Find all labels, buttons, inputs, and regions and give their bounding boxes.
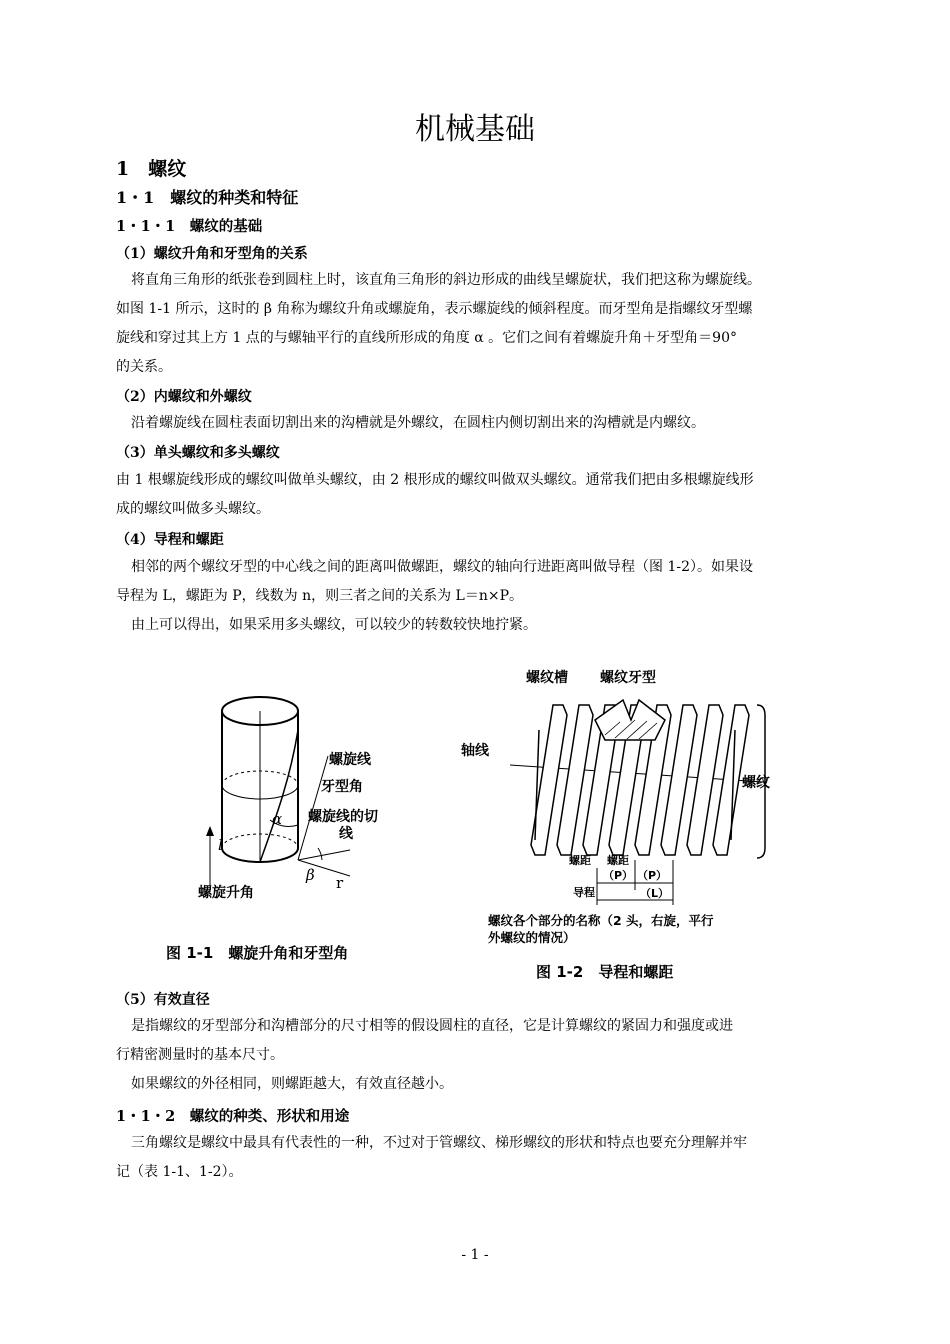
axis-label: 轴线 <box>461 743 489 759</box>
subheading-lead-angle: （1）螺纹升角和牙型角的关系 <box>116 246 308 262</box>
subheading-single-multi: （3）单头螺纹和多头螺纹 <box>116 445 280 461</box>
figure-1-1-caption: 图 1-1 螺旋升角和牙型角 <box>166 944 349 962</box>
helix-label: 螺旋线 <box>329 752 371 768</box>
paragraph-line: 行精密测量时的基本尺寸。 <box>116 1047 284 1063</box>
paragraph-line: 如图 1-1 所示，这时的 β 角称为螺纹升角或螺旋角，表示螺旋线的倾斜程度。而牙型角是指螺纹牙型螺 <box>116 301 753 317</box>
paragraph-line: 是指螺纹的牙型部分和沟槽部分的尺寸相等的假设圆柱的直径，它是计算螺纹的紧固力和强度或进 <box>131 1018 733 1034</box>
pitch-label-1: 螺距 <box>569 854 591 867</box>
section-heading-1: 1 螺纹 <box>116 158 187 180</box>
l-dimension-label: （L） <box>640 887 670 900</box>
paragraph-line: 三角螺纹是螺纹中最具有代表性的一种，不过对于管螺纹、梯形螺纹的形状和特点也要充分理解并牢 <box>131 1135 747 1151</box>
paragraph-line: 导程为 L，螺距为 P，线数为 n，则三者之间的关系为 L＝n×P。 <box>116 588 523 604</box>
paragraph-line: 相邻的两个螺纹牙型的中心线之间的距离叫做螺距，螺纹的轴向行进距离叫做导程（图 1-2）。如果设 <box>131 559 753 575</box>
subheading-internal-external: （2）内螺纹和外螺纹 <box>116 389 252 405</box>
paragraph-line: 由 1 根螺旋线形成的螺纹叫做单头螺纹，由 2 根形成的螺纹叫做双头螺纹。通常我们把由多根螺旋线形 <box>116 472 754 488</box>
r-label: r <box>336 874 344 892</box>
pitch-label-2: 螺距 <box>607 854 629 867</box>
figure-1-2-caption: 图 1-2 导程和螺距 <box>536 963 674 981</box>
section-heading-1-1-2: 1・1・2 螺纹的种类、形状和用途 <box>116 1108 350 1125</box>
subheading-effective-diameter: （5）有效直径 <box>116 992 210 1008</box>
l-label: l <box>218 836 223 854</box>
paragraph-line: 成的螺纹叫做多头螺纹。 <box>116 501 270 517</box>
page-title: 机械基础 <box>415 112 535 147</box>
tangent-label-a: 螺旋线的切 <box>308 809 378 825</box>
tangent-label-b: 线 <box>339 826 353 842</box>
paragraph-line: 沿着螺旋线在圆柱表面切割出来的沟槽就是外螺纹，在圆柱内侧切割出来的沟槽就是内螺纹。 <box>131 415 705 431</box>
thread-label: 螺纹 <box>742 775 770 791</box>
page-number: - 1 - <box>461 1247 489 1263</box>
figure-1-2-note-line: 螺纹各个部分的名称（2 头，右旋，平行 <box>488 913 714 928</box>
paragraph-line: 记（表 1-1、1-2）。 <box>116 1164 243 1180</box>
alpha-label: α <box>272 810 283 828</box>
section-heading-1-1-1: 1・1・1 螺纹的基础 <box>116 218 263 235</box>
subheading-lead-pitch: （4）导程和螺距 <box>116 532 224 548</box>
lead-label: 导程 <box>573 886 595 899</box>
p-label-1: （P） <box>603 869 634 882</box>
figure-1-1-cylinder <box>200 690 420 900</box>
lead-angle-label: 螺旋升角 <box>198 885 254 901</box>
beta-label: β <box>306 866 315 884</box>
section-heading-1-1: 1・1 螺纹的种类和特征 <box>116 188 299 207</box>
paragraph-line: 旋线和穿过其上方 1 点的与螺轴平行的直线所形成的角度 α 。它们之间有着螺旋升角＋牙型角＝90° <box>116 330 737 346</box>
paragraph-line: 的关系。 <box>116 359 172 375</box>
paragraph-line: 由上可以得出，如果采用多头螺纹，可以较少的转数较快地拧紧。 <box>131 617 537 633</box>
paragraph-line: 如果螺纹的外径相同，则螺距越大，有效直径越小。 <box>131 1076 453 1092</box>
figure-1-2-note-line: 外螺纹的情况） <box>488 930 576 945</box>
p-label-2: （P） <box>637 869 668 882</box>
paragraph-line: 将直角三角形的纸张卷到圆柱上时，该直角三角形的斜边形成的曲线呈螺旋状，我们把这称为螺旋线。 <box>131 272 761 288</box>
thread-profile-label: 螺纹牙型 <box>600 670 656 686</box>
groove-label: 螺纹槽 <box>526 670 568 686</box>
profile-angle-label: 牙型角 <box>321 779 363 795</box>
